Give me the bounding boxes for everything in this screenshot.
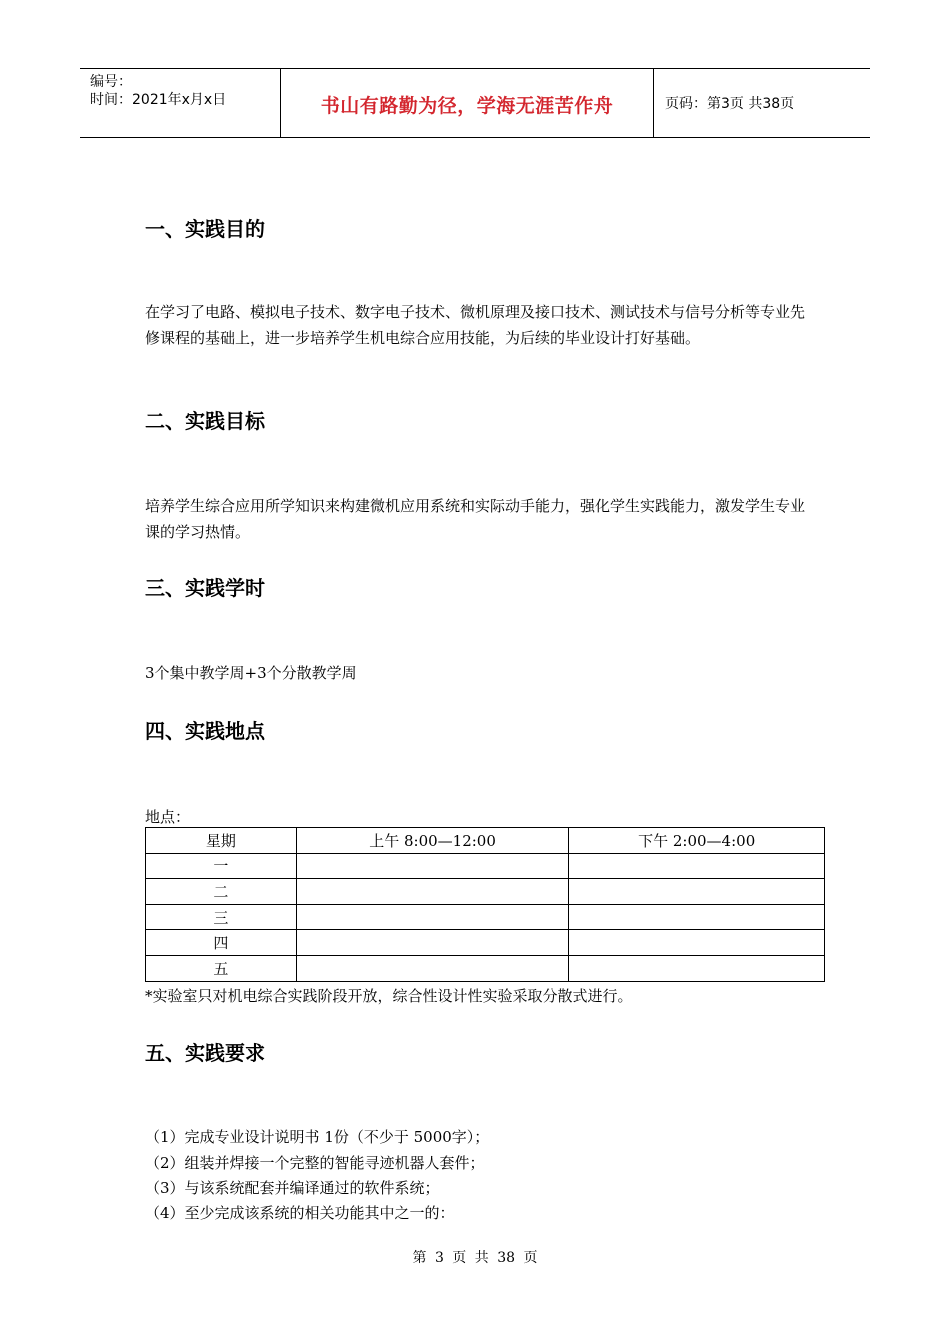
- table-row: [146, 955, 825, 981]
- table-row: [146, 904, 825, 930]
- page-footer: 第 3 页 共 38 页: [412, 1250, 538, 1266]
- table-header-cell: 下午 2:00—4:00: [569, 828, 825, 854]
- header-motto-cell: [281, 69, 654, 137]
- table-cell: [296, 955, 569, 981]
- table-cell: [569, 853, 825, 879]
- table-row: [146, 879, 825, 905]
- requirement-item: （3）与该系统配套并编译通过的软件系统；: [145, 1179, 440, 1197]
- table-row: [146, 853, 825, 879]
- table-cell: [569, 879, 825, 905]
- table-cell-day: 二: [146, 879, 297, 905]
- table-cell-day: 四: [146, 930, 297, 956]
- table-header-cell: 上午 8:00—12:00: [296, 828, 569, 854]
- table-cell-day: 三: [146, 904, 297, 930]
- requirement-item: （4）至少完成该系统的相关功能其中之一的：: [145, 1204, 455, 1222]
- page-header: [80, 68, 870, 138]
- section-title-1: 一、实践目的: [145, 217, 265, 241]
- header-meta-cell: [80, 69, 281, 137]
- table-cell: [296, 853, 569, 879]
- header-motto: 书山有路勤为径，学海无涯苦作舟: [320, 95, 614, 117]
- doc-number-label: 编号：: [90, 74, 132, 90]
- section-body-2: 培养学生综合应用所学知识来构建微机应用系统和实际动手能力，强化学生实践能力，激发学生专业课的学习热情。: [145, 497, 806, 541]
- table-cell: [296, 879, 569, 905]
- table-cell: [296, 930, 569, 956]
- section-title-3: 三、实践学时: [145, 576, 265, 600]
- table-row: [146, 930, 825, 956]
- requirement-item: （1）完成专业设计说明书 1份（不少于 5000字）；: [145, 1128, 490, 1146]
- requirement-item: （2）组装并焊接一个完整的智能寻迹机器人套件；: [145, 1154, 485, 1172]
- table-header-cell: 星期: [146, 828, 297, 854]
- table-cell: [569, 930, 825, 956]
- table-cell: [569, 955, 825, 981]
- location-label: 地点：: [145, 808, 191, 826]
- section-body-3: 3个集中教学周+3个分散教学周: [145, 664, 357, 682]
- section-title-5: 五、实践要求: [145, 1041, 265, 1065]
- section-title-2: 二、实践目标: [145, 409, 265, 433]
- doc-date-label: 时间：2021年x月x日: [90, 92, 227, 108]
- table-cell: [569, 904, 825, 930]
- schedule-table: [145, 827, 825, 982]
- section-body-1: 在学习了电路、模拟电子技术、数字电子技术、微机原理及接口技术、测试技术与信号分析等专业先修课程的基础上，进一步培养学生机电综合应用技能，为后续的毕业设计打好基础。: [145, 303, 806, 347]
- header-page-info: 页码：第3页 共38页: [665, 96, 795, 112]
- table-header-row: [146, 828, 825, 854]
- table-cell: [296, 904, 569, 930]
- lab-note: *实验室只对机电综合实践阶段开放，综合性设计性实验采取分散式进行。: [145, 987, 633, 1005]
- section-title-4: 四、实践地点: [145, 719, 265, 743]
- table-cell-day: 五: [146, 955, 297, 981]
- table-cell-day: 一: [146, 853, 297, 879]
